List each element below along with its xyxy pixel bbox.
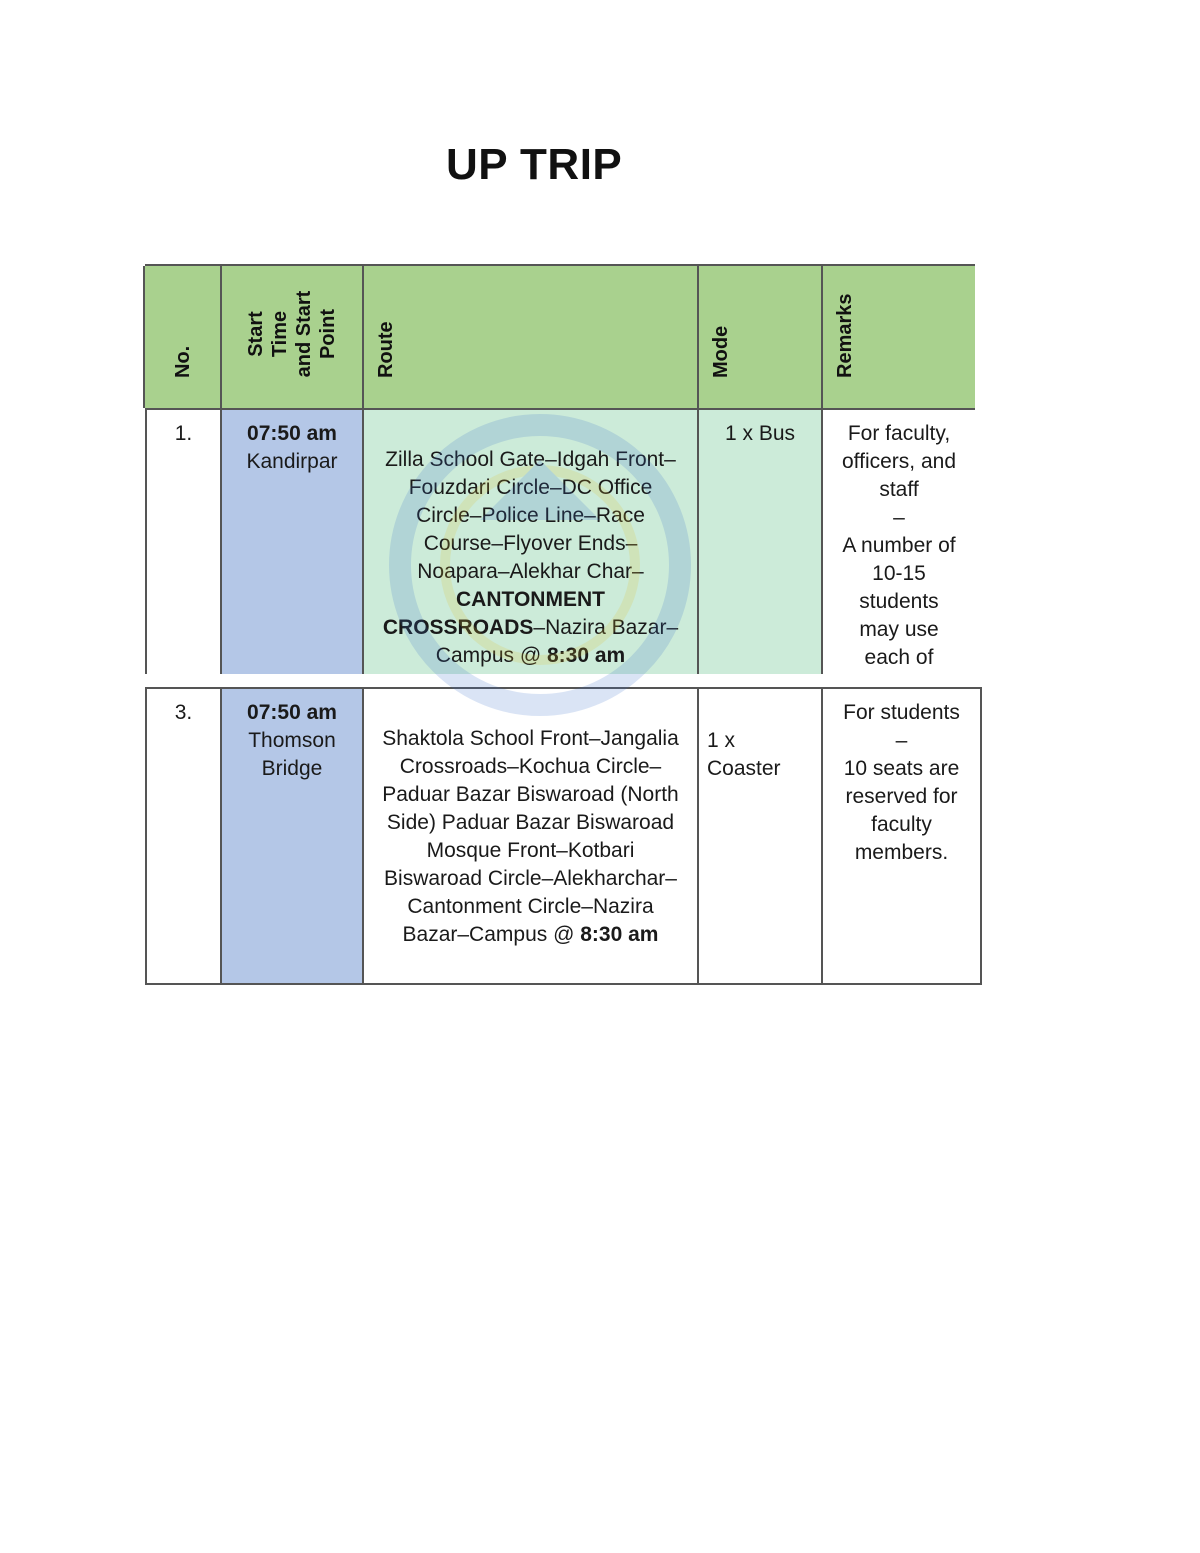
mode-value: 1 x Bus [724,422,796,445]
mode-cell [697,689,821,983]
route-text: –Nazira Bazar–Campus @ [435,616,679,667]
header-start-cell [220,266,362,408]
remarks-line: – [893,506,905,529]
remarks-line: For faculty, [847,422,951,445]
remarks-cell [821,410,975,674]
row-number: 1. [145,410,220,674]
start-time: 07:50 am [247,701,337,724]
remarks-line: For students [843,701,960,724]
remarks-line: 10-15 [872,562,926,585]
remarks-line: staff [879,478,919,501]
start-time-cell [220,689,362,983]
route-highlight: 8:30 am [546,644,626,667]
route-cell [362,410,697,674]
remarks-line: students [859,590,939,613]
header-start-time: Start Time and Start Point [245,290,339,378]
page-title: UP TRIP [446,140,623,189]
table-row [145,687,982,985]
remarks-line: each of [864,646,934,669]
table-row [145,410,975,674]
start-point: Kandirpar [246,450,338,473]
header-no-cell [143,266,220,408]
remarks-line: – [895,729,908,752]
remarks-line: may use [859,618,939,641]
header-mode-cell [697,266,821,408]
header-route-cell [362,266,697,408]
remarks-line: officers, and [841,450,956,473]
start-time: 07:50 am [247,422,337,445]
route-text: Shaktola School Front–Jangalia Crossroads–Kochua Circle–Paduar Bazar Biswaroad (North Side) Paduar Bazar Biswaroad Mosque Front–Kotbari Biswaroad Circle–Alekharchar–Cantonment Circle–Nazira Bazar–Campus @ [382,727,679,946]
route-text: Zilla School Gate–Idgah Front–Fouzdari Circle–DC Office Circle–Police Line–Race Course–Flyover Ends–Noapara–Alekhar Char– [385,448,676,583]
header-no: No. [171,345,194,378]
header-route: Route [375,321,397,378]
row-number: 3. [145,689,220,983]
route-highlight: CANTONMENT CROSSROADS [382,588,605,639]
route-cell [362,689,697,983]
header-remarks-cell [821,266,975,408]
table-header [145,264,975,410]
route-highlight: 8:30 am [580,923,659,946]
remarks-line: members. [854,841,949,864]
header-remarks: Remarks [834,293,856,378]
header-mode: Mode [710,325,732,378]
start-point: Thomson Bridge [248,729,336,780]
mode-cell [697,410,821,674]
remarks-line: 10 seats are [843,757,960,780]
mode-value: 1 x Coaster [707,729,781,780]
remarks-line: faculty [871,813,932,836]
remarks-cell [821,689,982,983]
remarks-line: A number of [842,534,956,557]
start-time-cell [220,410,362,674]
remarks-line: reserved for [845,785,958,808]
